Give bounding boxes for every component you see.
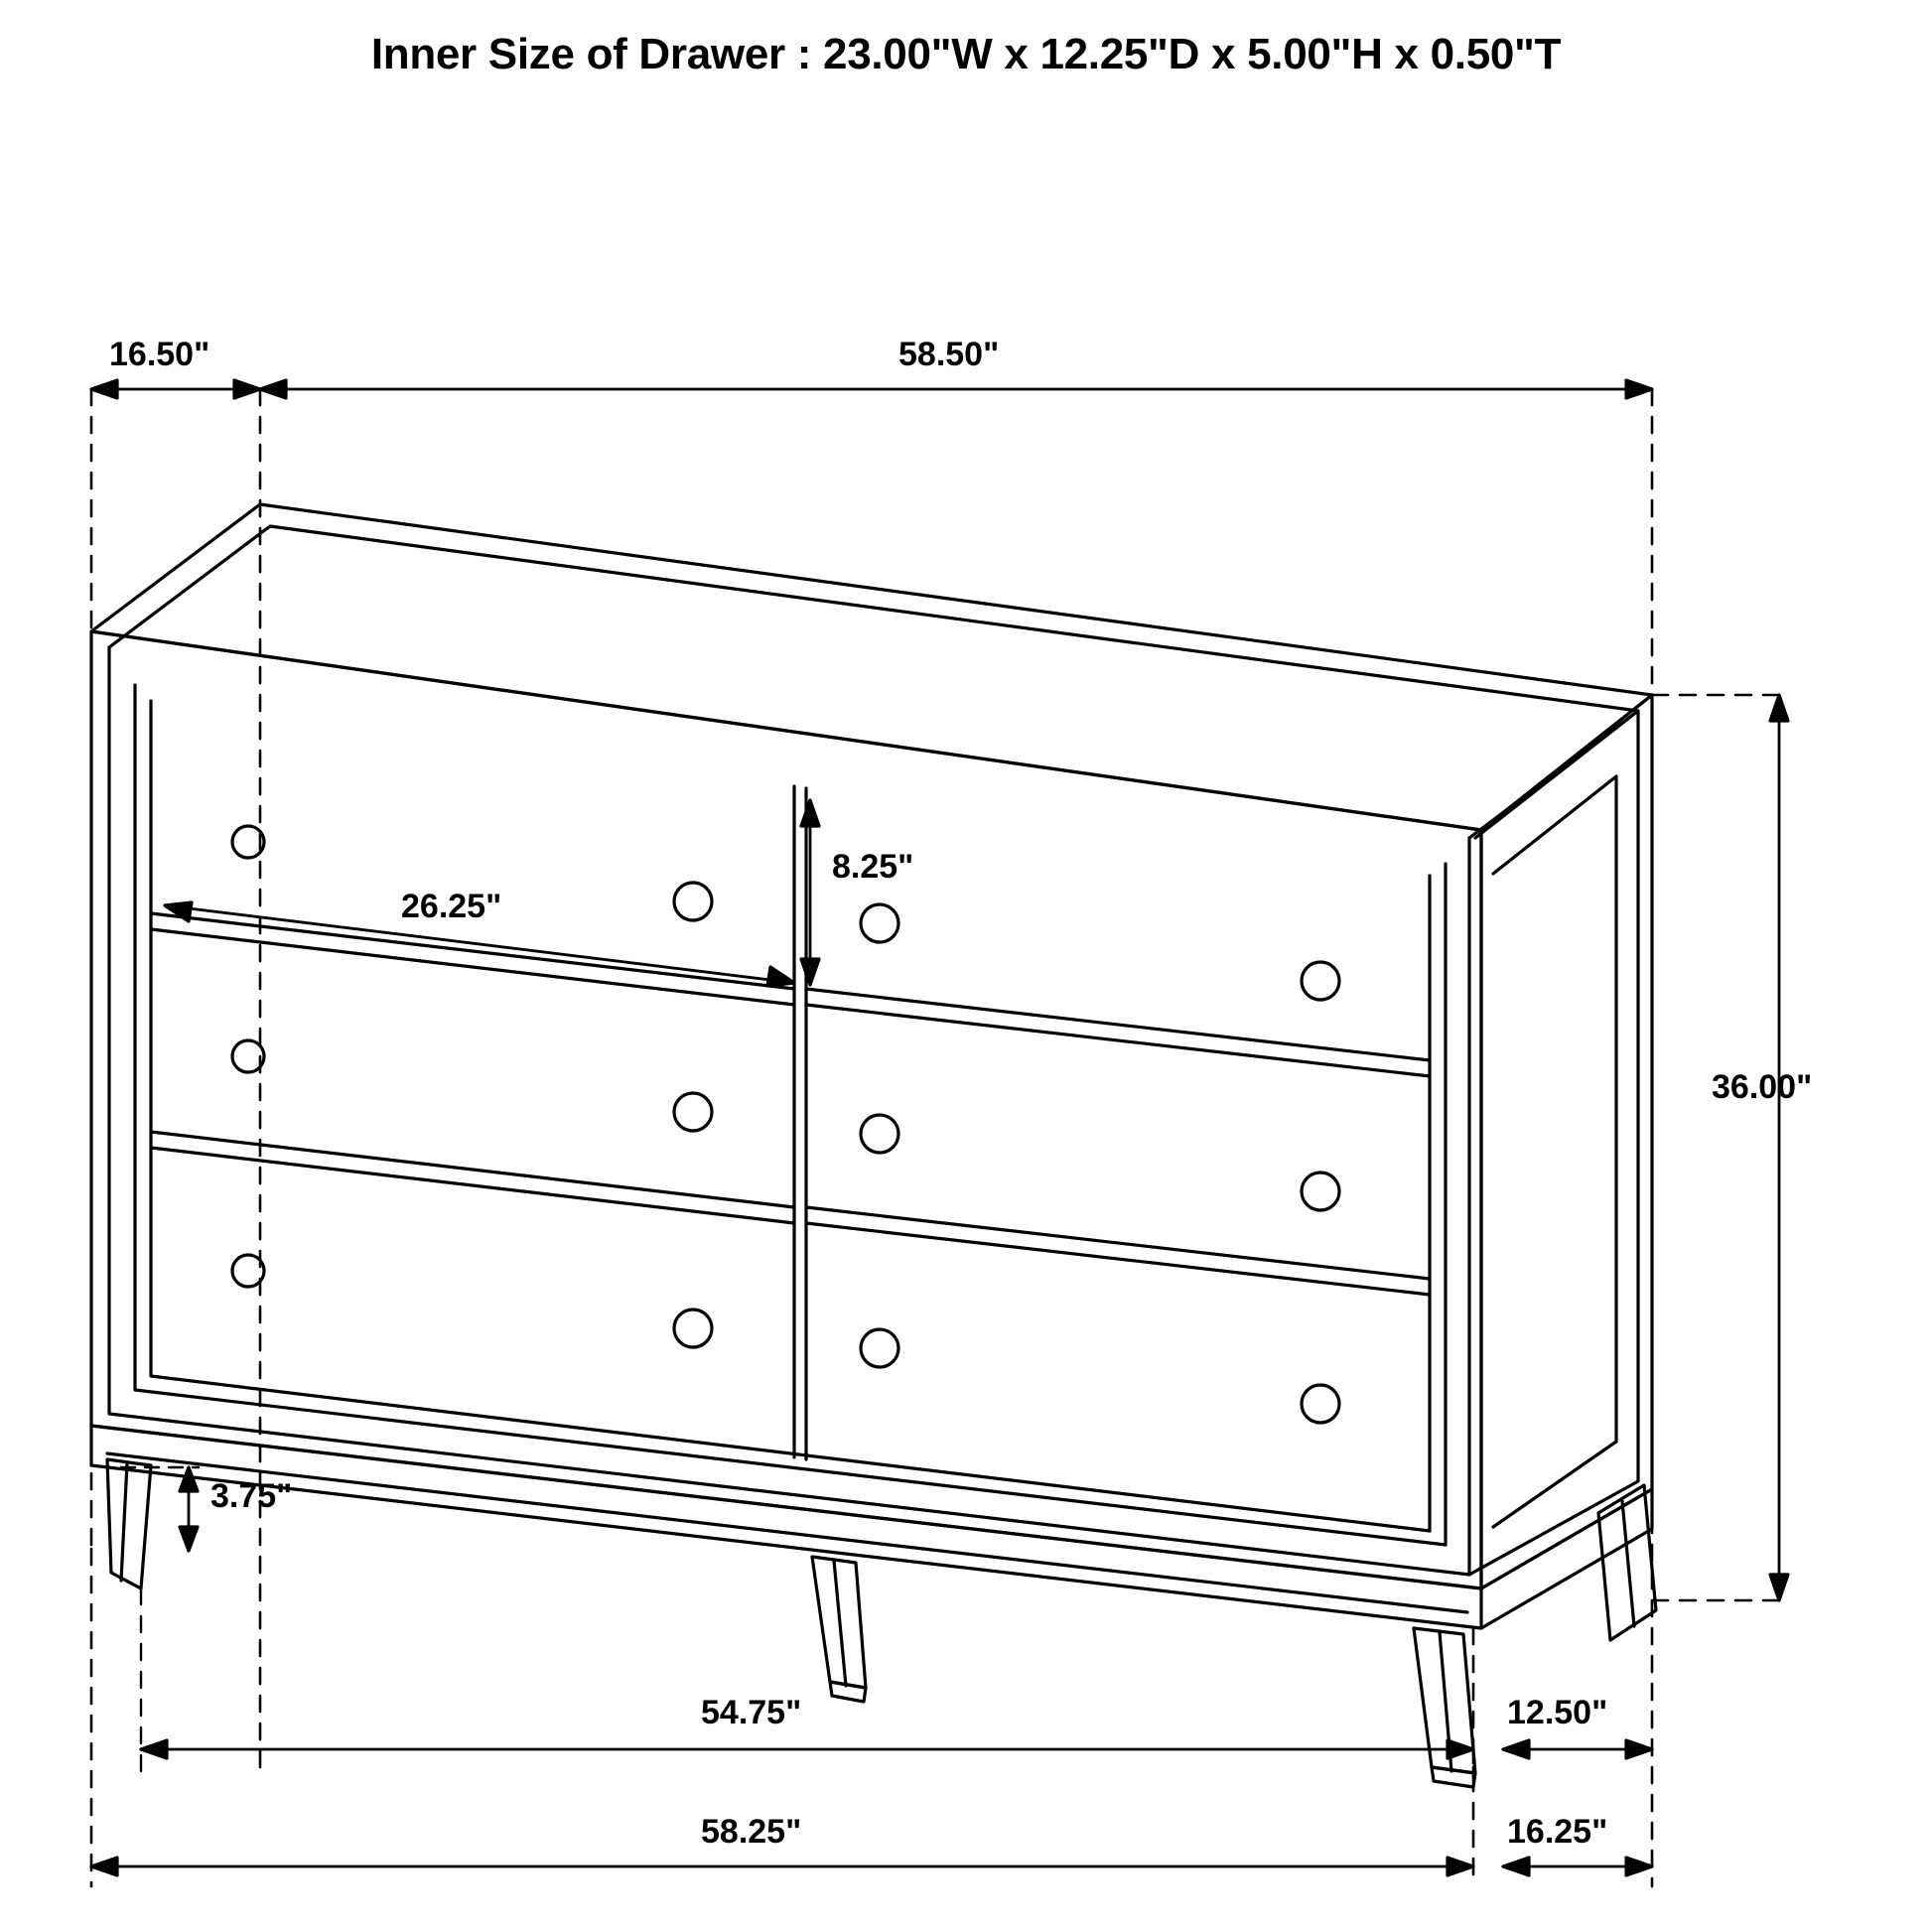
dim-label-drawer-width: 26.25" [401, 888, 502, 925]
dresser-legs [107, 1459, 1656, 1787]
dimension-extension-lines [91, 389, 1779, 1886]
dim-label-base-inner-depth: 12.50" [1507, 1694, 1608, 1731]
dim-leg-clearance [121, 1467, 199, 1551]
dim-label-depth-top: 16.50" [109, 336, 210, 373]
dim-label-base-outer-width: 58.25" [701, 1813, 802, 1851]
dim-label-base-outer-depth: 16.25" [1507, 1813, 1608, 1851]
dresser-apron [91, 1426, 1652, 1628]
dresser-front-frame [91, 631, 1481, 1588]
drawer-grid [151, 786, 1430, 1459]
dim-base-inner-depth [1503, 1740, 1652, 1758]
dim-width-top [260, 380, 1652, 398]
dresser-top-surface [91, 504, 1652, 838]
page-title: Inner Size of Drawer : 23.00"W x 12.25"D x 5.00"H x 0.50"T [370, 30, 1562, 78]
dim-height [1770, 695, 1788, 1600]
dim-base-outer-width [91, 1858, 1473, 1875]
dim-drawer-height [801, 800, 819, 985]
dresser-side-panel [1469, 695, 1652, 1588]
dim-base-inner-width [141, 1588, 1473, 1777]
dim-label-leg-clearance: 3.75" [210, 1477, 293, 1515]
dim-label-drawer-height: 8.25" [832, 848, 914, 886]
drawer-knobs [232, 826, 1339, 1423]
dim-label-base-inner-width: 54.75" [701, 1694, 802, 1731]
dim-depth-top [91, 380, 260, 398]
dim-label-overall-height: 36.00" [1712, 1068, 1813, 1106]
dim-base-outer-depth [1503, 1858, 1652, 1875]
dim-label-width-top: 58.50" [898, 336, 1000, 373]
